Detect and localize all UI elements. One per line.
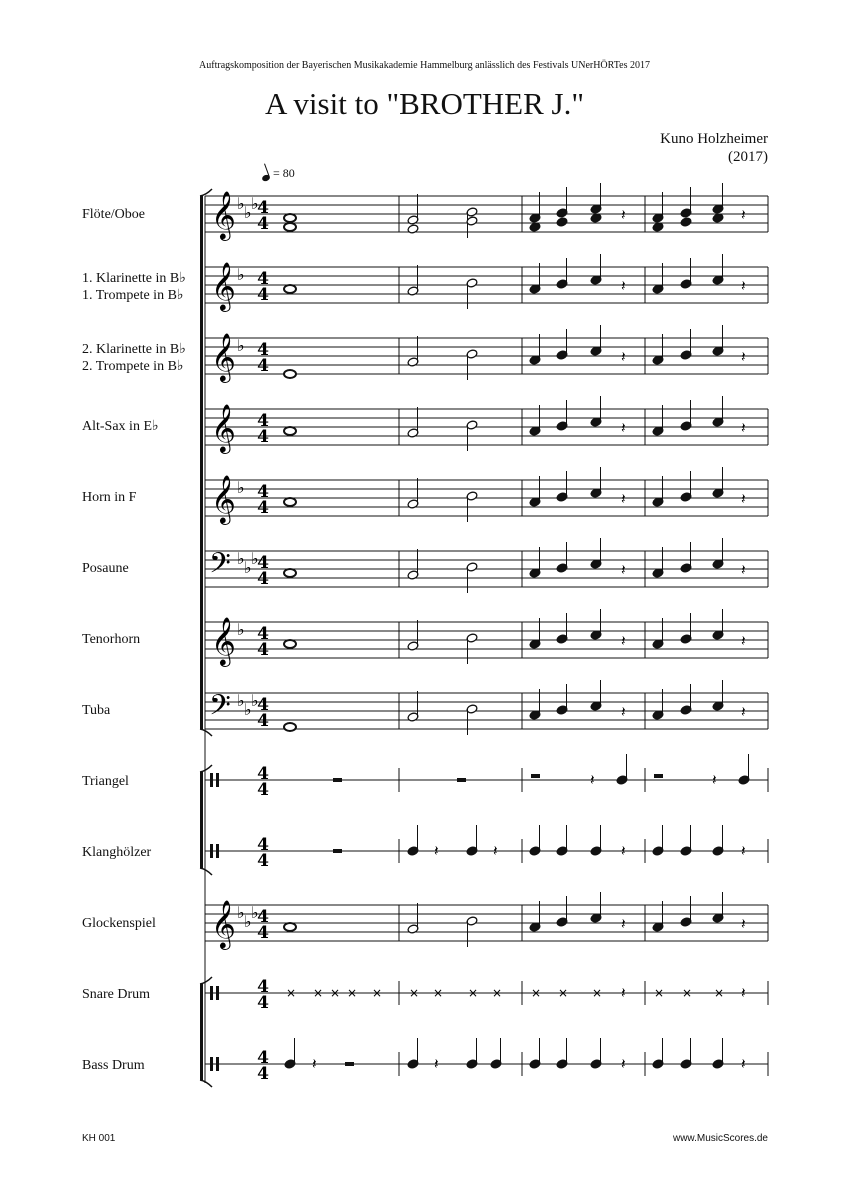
whole-note <box>284 370 296 378</box>
flat-icon: ♭ <box>237 691 245 710</box>
treble-clef-icon: 𝄞 <box>211 616 236 665</box>
time-signature: 4 <box>257 835 269 855</box>
treble-clef-icon: 𝄞 <box>211 190 236 239</box>
quarter-rest-icon: 𝄽 <box>621 561 626 579</box>
quarter-rest-icon: 𝄽 <box>741 277 746 295</box>
flat-icon: ♭ <box>244 912 252 931</box>
time-signature: 4 <box>257 482 269 502</box>
note-head <box>556 217 568 227</box>
time-signature: 4 <box>257 780 269 800</box>
quarter-rest-icon: 𝄽 <box>741 842 746 860</box>
whole-rest <box>333 778 342 782</box>
instrument-label: Snare Drum <box>82 987 151 1002</box>
quarter-rest-icon: 𝄽 <box>741 419 746 437</box>
quarter-rest-icon: 𝄽 <box>621 419 626 437</box>
time-signature: 4 <box>257 198 269 218</box>
time-signature: 4 <box>257 340 269 360</box>
cross-note-icon: × <box>558 986 569 1000</box>
time-signature: 4 <box>257 923 269 943</box>
whole-note <box>284 427 296 435</box>
treble-clef-icon: 𝄞 <box>211 403 236 452</box>
flat-icon: ♭ <box>244 558 252 577</box>
bracket <box>200 868 212 875</box>
percussion-clef-icon <box>216 1057 219 1071</box>
percussion-clef-icon <box>210 773 213 787</box>
bracket <box>200 729 212 736</box>
treble-clef-icon: 𝄞 <box>211 332 236 381</box>
cross-note-icon: × <box>468 986 479 1000</box>
instrument-label: Alt-Sax in E♭ <box>82 419 159 434</box>
bracket <box>200 765 212 772</box>
whole-note <box>284 640 296 648</box>
instrument-label: Tuba <box>82 703 111 718</box>
flat-icon: ♭ <box>244 203 252 222</box>
catalog-number: KH 001 <box>82 1133 116 1144</box>
whole-note <box>284 214 296 222</box>
quarter-rest-icon: 𝄽 <box>621 915 626 933</box>
quarter-rest-icon: 𝄽 <box>741 632 746 650</box>
publisher-url: www.MusicScores.de <box>672 1133 768 1144</box>
quarter-rest-icon: 𝄽 <box>741 1055 746 1073</box>
quarter-rest-icon: 𝄽 <box>621 490 626 508</box>
instrument-label: 2. Klarinette in B♭ 2. Trompete in B♭ <box>82 342 186 374</box>
time-signature: 4 <box>257 977 269 997</box>
cross-note-icon: × <box>492 986 503 1000</box>
flat-icon: ♭ <box>251 903 259 922</box>
quarter-rest-icon: 𝄽 <box>434 842 439 860</box>
percussion-clef-icon <box>210 844 213 858</box>
whole-note <box>284 498 296 506</box>
whole-rest <box>333 849 342 853</box>
quarter-rest-icon: 𝄽 <box>621 842 626 860</box>
time-signature: 4 <box>257 553 269 573</box>
cross-note-icon: × <box>714 986 725 1000</box>
percussion-clef-icon <box>216 773 219 787</box>
flat-icon: ♭ <box>237 194 245 213</box>
time-signature: 4 <box>257 711 269 731</box>
quarter-rest-icon: 𝄽 <box>493 842 498 860</box>
instrument-label: Horn in F <box>82 490 137 505</box>
whole-note <box>284 569 296 577</box>
quarter-rest-icon: 𝄽 <box>741 984 746 1002</box>
quarter-rest-icon: 𝄽 <box>741 561 746 579</box>
quarter-rest-icon: 𝄽 <box>621 703 626 721</box>
whole-note <box>284 285 296 293</box>
treble-clef-icon: 𝄞 <box>211 261 236 310</box>
instrument-label: Triangel <box>82 774 129 789</box>
time-signature: 4 <box>257 411 269 431</box>
bass-clef-icon: 𝄢 <box>209 547 231 587</box>
time-signature: 4 <box>257 993 269 1013</box>
bracket <box>200 984 203 1080</box>
note-head <box>680 217 692 227</box>
cross-note-icon: × <box>372 986 383 1000</box>
quarter-rest-icon: 𝄽 <box>741 490 746 508</box>
quarter-rest-icon: 𝄽 <box>312 1055 317 1073</box>
whole-rest <box>345 1062 354 1066</box>
time-signature: 4 <box>257 269 269 289</box>
whole-note <box>284 923 296 931</box>
instrument-label: Bass Drum <box>82 1058 145 1073</box>
quarter-rest-icon: 𝄽 <box>621 984 626 1002</box>
instrument-label: Klanghölzer <box>82 845 152 860</box>
percussion-clef-icon <box>216 986 219 1000</box>
cross-note-icon: × <box>286 986 297 1000</box>
cross-note-icon: × <box>409 986 420 1000</box>
bracket <box>200 1080 212 1087</box>
cross-note-icon: × <box>531 986 542 1000</box>
quarter-rest-icon: 𝄽 <box>621 348 626 366</box>
piece-title: A visit to "BROTHER J." <box>265 86 584 121</box>
instrument-label: 1. Klarinette in B♭ 1. Trompete in B♭ <box>82 271 186 303</box>
instrument-label: Tenorhorn <box>82 632 141 647</box>
whole-rest <box>457 778 466 782</box>
time-signature: 4 <box>257 851 269 871</box>
flat-icon: ♭ <box>237 620 245 639</box>
whole-note <box>284 223 296 231</box>
percussion-clef-icon <box>210 1057 213 1071</box>
tempo-value: = 80 <box>273 166 295 180</box>
whole-rest <box>654 774 663 778</box>
time-signature: 4 <box>257 1064 269 1084</box>
time-signature: 4 <box>257 1048 269 1068</box>
time-signature: 4 <box>257 624 269 644</box>
flat-icon: ♭ <box>251 194 259 213</box>
quarter-rest-icon: 𝄽 <box>621 632 626 650</box>
quarter-rest-icon: 𝄽 <box>741 206 746 224</box>
quarter-rest-icon: 𝄽 <box>434 1055 439 1073</box>
note-head <box>407 224 419 234</box>
time-signature: 4 <box>257 427 269 447</box>
cross-note-icon: × <box>313 986 324 1000</box>
bracket <box>200 196 203 729</box>
cross-note-icon: × <box>592 986 603 1000</box>
percussion-clef-icon <box>210 986 213 1000</box>
time-signature: 4 <box>257 764 269 784</box>
time-signature: 4 <box>257 907 269 927</box>
flat-icon: ♭ <box>237 903 245 922</box>
commission-note: Auftragskomposition der Bayerischen Musikakademie Hammelburg anlässlich des Festivals UNerHÖRTes 2017 <box>199 60 650 71</box>
time-signature: 4 <box>257 640 269 660</box>
treble-clef-icon: 𝄞 <box>211 899 236 948</box>
treble-clef-icon: 𝄞 <box>211 474 236 523</box>
cross-note-icon: × <box>433 986 444 1000</box>
time-signature: 4 <box>257 356 269 376</box>
flat-icon: ♭ <box>244 700 252 719</box>
whole-rest <box>531 774 540 778</box>
quarter-rest-icon: 𝄽 <box>741 915 746 933</box>
quarter-rest-icon: 𝄽 <box>590 771 595 789</box>
percussion-clef-icon <box>216 844 219 858</box>
flat-icon: ♭ <box>237 478 245 497</box>
flat-icon: ♭ <box>251 691 259 710</box>
flat-icon: ♭ <box>237 336 245 355</box>
cross-note-icon: × <box>682 986 693 1000</box>
quarter-rest-icon: 𝄽 <box>621 206 626 224</box>
instrument-label: Posaune <box>82 561 129 576</box>
quarter-rest-icon: 𝄽 <box>741 348 746 366</box>
bass-clef-icon: 𝄢 <box>209 689 231 729</box>
time-signature: 4 <box>257 214 269 234</box>
time-signature: 4 <box>257 285 269 305</box>
composer-name: Kuno Holzheimer <box>660 131 768 147</box>
quarter-rest-icon: 𝄽 <box>741 703 746 721</box>
instrument-label: Glockenspiel <box>82 916 156 931</box>
bracket <box>200 772 203 868</box>
quarter-rest-icon: 𝄽 <box>712 771 717 789</box>
cross-note-icon: × <box>347 986 358 1000</box>
cross-note-icon: × <box>654 986 665 1000</box>
instrument-label: Flöte/Oboe <box>82 207 145 222</box>
flat-icon: ♭ <box>237 265 245 284</box>
whole-note <box>284 723 296 731</box>
time-signature: 4 <box>257 569 269 589</box>
flat-icon: ♭ <box>251 549 259 568</box>
quarter-rest-icon: 𝄽 <box>621 1055 626 1073</box>
quarter-rest-icon: 𝄽 <box>621 277 626 295</box>
bracket <box>200 977 212 984</box>
time-signature: 4 <box>257 695 269 715</box>
flat-icon: ♭ <box>237 549 245 568</box>
cross-note-icon: × <box>330 986 341 1000</box>
composition-year: (2017) <box>728 149 768 165</box>
time-signature: 4 <box>257 498 269 518</box>
